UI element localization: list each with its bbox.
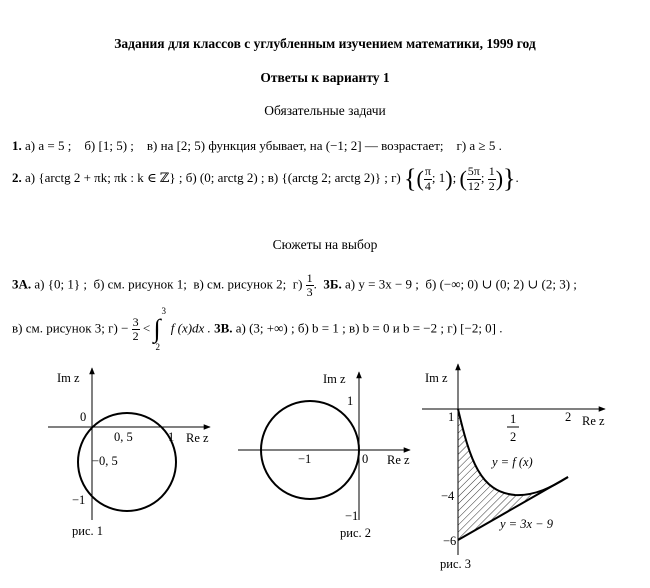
- page-title: Задания для классов с углубленным изучением математики, 1999 год: [114, 36, 536, 51]
- problem-number: 2.: [12, 169, 22, 185]
- integral-sign: ∫ 3 2: [153, 305, 166, 352]
- fraction-num: 1: [510, 412, 517, 426]
- tick-label: 1: [168, 430, 175, 444]
- answer-part-d: г): [292, 276, 303, 292]
- tick-label: 1: [347, 394, 354, 408]
- axis-label-x: Re z: [387, 453, 410, 467]
- tick-label: −6: [443, 534, 457, 548]
- answer-part-c: в) b = 0 и b = −2 ;: [348, 320, 444, 336]
- axis-label-y: Im z: [323, 372, 346, 386]
- fraction: $\frac{5\pi}{12}$: [467, 164, 480, 193]
- section-heading-mandatory: Обязательные задачи: [264, 103, 386, 118]
- tick-label: −1: [345, 509, 359, 523]
- answer-part-c: в) на [2; 5) функция убывает, на (−1; 2] — возрастает;: [146, 138, 444, 153]
- figure-caption: рис. 1: [72, 524, 103, 538]
- fraction: $\frac{\pi}{4}$: [424, 164, 431, 193]
- page-subtitle: Ответы к варианту 1: [260, 70, 390, 85]
- answer-part-d: г) a ≥ 5 .: [456, 138, 502, 153]
- answer-part-a: а) a = 5 ;: [25, 138, 72, 153]
- tick-label: 2: [565, 410, 572, 424]
- axis-label-x: Re z: [582, 414, 605, 428]
- integrand: f (x)dx .: [170, 320, 211, 336]
- answer-part-b: б) (0; arctg 2) ;: [185, 169, 265, 185]
- answer-line-3a: 3А. а) {0; 1} ; б) см. рисунок 1; в) см. рисунок 2; г) $\frac{1}{3}$ . 3Б. а) y = 3x − 9 ; б) (−∞; 0) ∪ (0; 2) ∪ (2; 3) ;: [12, 271, 577, 300]
- answer-part-d: г): [391, 169, 401, 185]
- figure-1: [48, 368, 210, 538]
- axis-label-x: Re z: [186, 431, 209, 445]
- fraction: $\frac{1}{2}$: [488, 164, 495, 193]
- answer-part-b: б) см. рисунок 1;: [93, 276, 187, 292]
- answer-line-2: 2. а) {arctg 2 + πk; πk : k ∈ ℤ} ; б) (0; arctg 2) ; в) {(arctg 2; arctg 2)} ; г) {( $\frac{\pi}{4}$ ; 1); ( $\frac{5\pi}{12}$ ; $\frac{1}{2}$ )}.: [12, 164, 519, 193]
- answer-part-c: в) см. рисунок 3;: [12, 320, 105, 336]
- tick-label: 0: [362, 452, 369, 466]
- problem-number: 3В.: [214, 320, 233, 336]
- tick-label: −1: [72, 493, 86, 507]
- answer-part-a: а) {arctg 2 + πk; πk : k ∈ ℤ} ;: [25, 169, 183, 185]
- fraction-den: 2: [510, 430, 517, 444]
- answer-part-a: а) (3; +∞) ;: [235, 320, 295, 336]
- fraction: $\frac{1}{3}$: [306, 271, 313, 300]
- answer-part-b: б) b = 1 ;: [297, 320, 346, 336]
- tick-label: −1: [298, 452, 312, 466]
- point-tail: ; 1: [431, 169, 446, 185]
- section-heading-optional: Сюжеты на выбор: [272, 237, 378, 252]
- figure-caption: рис. 2: [340, 526, 371, 540]
- separator: ;: [480, 169, 485, 185]
- answer-part-a: а) y = 3x − 9 ;: [345, 276, 419, 292]
- tick-label: −0, 5: [92, 454, 118, 468]
- tick-label: 0, 5: [114, 430, 133, 444]
- problem-number: 1.: [12, 138, 22, 153]
- tick-label: 0: [80, 410, 87, 424]
- tick-label: 1: [448, 410, 455, 424]
- problem-number: 3А.: [12, 276, 32, 292]
- axis-label-y: Im z: [425, 371, 448, 385]
- answer-part-c: в) {(arctg 2; arctg 2)} ;: [267, 169, 388, 185]
- curve-label: y = f (x): [492, 455, 533, 469]
- axis-label-y: Im z: [57, 371, 80, 385]
- figure-2: [238, 372, 410, 540]
- tick-label: −4: [441, 489, 455, 503]
- answer-part-c: в) см. рисунок 2;: [193, 276, 287, 292]
- problem-number: 3Б.: [323, 276, 342, 292]
- figure-3: [422, 364, 605, 571]
- answer-part-b: б) [1; 5) ;: [84, 138, 134, 153]
- answer-part-d: г) −: [108, 320, 129, 336]
- line-label: y = 3x − 9: [500, 517, 553, 531]
- figure-caption: рис. 3: [440, 557, 471, 571]
- fraction: $\frac{3}{2}$: [132, 315, 139, 344]
- answer-part-a: а) {0; 1} ;: [34, 276, 87, 292]
- inequality-sign: <: [142, 320, 151, 336]
- answer-part-b: б) (−∞; 0) ∪ (0; 2) ∪ (2; 3) ;: [425, 276, 577, 292]
- answer-part-d: г) [−2; 0] .: [447, 320, 503, 336]
